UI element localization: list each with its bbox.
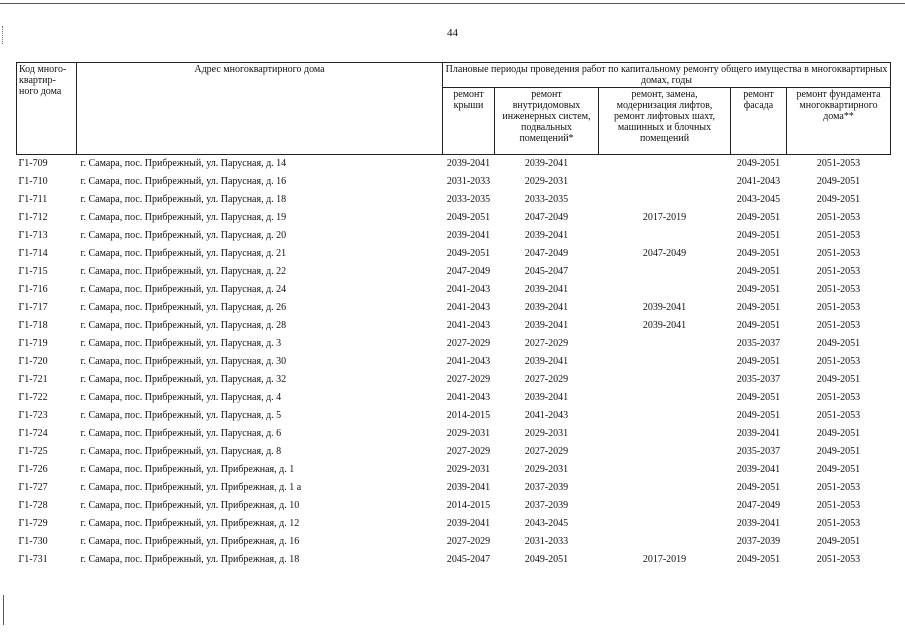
table-row: [17, 407, 891, 425]
cell-facade: 2043-2045: [736, 194, 781, 205]
cell-address: г. Самара, пос. Прибрежный, ул. Парусная, д. 32: [80, 374, 287, 385]
cell-address: г. Самара, пос. Прибрежный, ул. Прибрежная, д. 12: [80, 518, 300, 529]
cell-roof: 2041-2043: [446, 302, 491, 313]
cell-engineering: 2037-2039: [524, 482, 569, 493]
cell-code: Г1-727: [18, 482, 48, 493]
cell-lifts: [599, 479, 731, 497]
top-border-line: [0, 3, 905, 4]
table-row: [17, 191, 891, 209]
cell-lifts: [599, 425, 731, 443]
table-row: [17, 263, 891, 281]
cell-address: г. Самара, пос. Прибрежный, ул. Прибрежная, д. 16: [80, 536, 300, 547]
table-row: [17, 461, 891, 479]
cell-roof: 2039-2041: [446, 482, 491, 493]
header-foundation: ремонт фундамента многоквартирного дома**: [787, 88, 891, 155]
table-row: [17, 551, 891, 569]
cell-facade: 2035-2037: [736, 374, 781, 385]
cell-lifts: [599, 443, 731, 461]
cell-foundation: 2049-2051: [816, 428, 861, 439]
cell-code: Г1-716: [18, 284, 48, 295]
cell-foundation: 2051-2053: [816, 320, 861, 331]
cell-roof: 2041-2043: [446, 284, 491, 295]
cell-foundation: 2051-2053: [816, 482, 861, 493]
cell-roof: 2039-2041: [446, 230, 491, 241]
cell-address: г. Самара, пос. Прибрежный, ул. Прибрежная, д. 18: [80, 554, 300, 565]
cell-code: Г1-719: [18, 338, 48, 349]
scan-margin-mark-bottom: [3, 595, 6, 625]
cell-address: г. Самара, пос. Прибрежный, ул. Парусная, д. 6: [80, 428, 282, 439]
table-row: [17, 281, 891, 299]
cell-lifts: [599, 407, 731, 425]
cell-roof: 2041-2043: [446, 356, 491, 367]
cell-address: г. Самара, пос. Прибрежный, ул. Прибрежная, д. 1 а: [80, 482, 302, 493]
cell-foundation: 2049-2051: [816, 338, 861, 349]
cell-engineering: 2045-2047: [524, 266, 569, 277]
cell-engineering: 2047-2049: [524, 248, 569, 259]
table-row: [17, 317, 891, 335]
cell-code: Г1-711: [18, 194, 48, 205]
cell-lifts: [599, 461, 731, 479]
cell-foundation: 2051-2053: [816, 500, 861, 511]
cell-lifts: [599, 335, 731, 353]
cell-engineering: 2039-2041: [524, 392, 569, 403]
header-address: Адрес многоквартирного дома: [77, 63, 443, 155]
cell-facade: 2049-2051: [736, 392, 781, 403]
cell-foundation: 2051-2053: [816, 410, 861, 421]
cell-engineering: 2049-2051: [524, 554, 569, 565]
table-row: [17, 425, 891, 443]
cell-lifts: [599, 371, 731, 389]
cell-roof: 2027-2029: [446, 374, 491, 385]
cell-foundation: 2051-2053: [816, 356, 861, 367]
cell-facade: 2035-2037: [736, 446, 781, 457]
cell-lifts: [599, 227, 731, 245]
cell-code: Г1-710: [18, 176, 48, 187]
cell-foundation: 2051-2053: [816, 248, 861, 259]
cell-roof: 2027-2029: [446, 536, 491, 547]
cell-code: Г1-718: [18, 320, 48, 331]
cell-facade: 2039-2041: [736, 464, 781, 475]
cell-roof: 2033-2035: [446, 194, 491, 205]
cell-facade: 2049-2051: [736, 248, 781, 259]
cell-code: Г1-713: [18, 230, 48, 241]
cell-foundation: 2049-2051: [816, 536, 861, 547]
page-number: 44: [447, 27, 458, 39]
cell-roof: 2027-2029: [446, 446, 491, 457]
table-row: [17, 335, 891, 353]
cell-foundation: 2049-2051: [816, 464, 861, 475]
header-lifts: ремонт, замена, модернизация лифтов, ремонт лифтовых шахт, машинных и блочных помещений: [599, 88, 731, 155]
cell-facade: 2039-2041: [736, 518, 781, 529]
cell-lifts: [599, 515, 731, 533]
table-row: [17, 515, 891, 533]
table-row: [17, 479, 891, 497]
cell-address: г. Самара, пос. Прибрежный, ул. Парусная, д. 22: [80, 266, 287, 277]
cell-roof: 2027-2029: [446, 338, 491, 349]
cell-code: Г1-731: [18, 554, 48, 565]
cell-facade: 2049-2051: [736, 302, 781, 313]
cell-code: Г1-717: [18, 302, 48, 313]
cell-lifts: 2039-2041: [642, 320, 687, 331]
cell-roof: 2029-2031: [446, 464, 491, 475]
cell-address: г. Самара, пос. Прибрежный, ул. Парусная, д. 5: [80, 410, 282, 421]
cell-foundation: 2051-2053: [816, 230, 861, 241]
table-row: [17, 497, 891, 515]
cell-code: Г1-714: [18, 248, 48, 259]
cell-lifts: [599, 497, 731, 515]
cell-lifts: 2017-2019: [642, 212, 687, 223]
cell-address: г. Самара, пос. Прибрежный, ул. Прибрежная, д. 1: [80, 464, 295, 475]
table-row: [17, 443, 891, 461]
cell-address: г. Самара, пос. Прибрежный, ул. Парусная, д. 3: [80, 338, 282, 349]
cell-facade: 2049-2051: [736, 158, 781, 169]
capital-repair-schedule-table: [16, 62, 891, 569]
cell-lifts: [599, 263, 731, 281]
cell-roof: 2039-2041: [446, 158, 491, 169]
cell-lifts: [599, 173, 731, 191]
cell-engineering: 2029-2031: [524, 176, 569, 187]
cell-address: г. Самара, пос. Прибрежный, ул. Парусная, д. 21: [80, 248, 287, 259]
cell-lifts: 2039-2041: [642, 302, 687, 313]
cell-address: г. Самара, пос. Прибрежный, ул. Парусная, д. 4: [80, 392, 282, 403]
cell-code: Г1-729: [18, 518, 48, 529]
cell-roof: 2031-2033: [446, 176, 491, 187]
cell-facade: 2049-2051: [736, 212, 781, 223]
table-row: [17, 389, 891, 407]
header-facade: ремонт фасада: [731, 88, 787, 155]
table-row: [17, 299, 891, 317]
cell-engineering: 2043-2045: [524, 518, 569, 529]
cell-roof: 2014-2015: [446, 500, 491, 511]
header-code: Код много-квартир-ного дома: [17, 63, 77, 155]
cell-facade: 2049-2051: [736, 230, 781, 241]
cell-engineering: 2029-2031: [524, 428, 569, 439]
cell-engineering: 2033-2035: [524, 194, 569, 205]
cell-roof: 2047-2049: [446, 266, 491, 277]
cell-code: Г1-720: [18, 356, 48, 367]
cell-address: г. Самара, пос. Прибрежный, ул. Парусная, д. 8: [80, 446, 282, 457]
cell-foundation: 2049-2051: [816, 176, 861, 187]
cell-engineering: 2041-2043: [524, 410, 569, 421]
table-body: [17, 155, 891, 570]
cell-facade: 2041-2043: [736, 176, 781, 187]
cell-foundation: 2049-2051: [816, 446, 861, 457]
cell-lifts: [599, 155, 731, 174]
cell-foundation: 2049-2051: [816, 194, 861, 205]
cell-engineering: 2031-2033: [524, 536, 569, 547]
table-row: [17, 173, 891, 191]
cell-foundation: 2051-2053: [816, 212, 861, 223]
header-engineering: ремонт внутридомовых инженерных систем, подвальных помещений*: [495, 88, 599, 155]
cell-lifts: [599, 191, 731, 209]
cell-engineering: 2037-2039: [524, 500, 569, 511]
cell-engineering: 2039-2041: [524, 158, 569, 169]
table-row: [17, 245, 891, 263]
cell-engineering: 2039-2041: [524, 356, 569, 367]
cell-roof: 2049-2051: [446, 212, 491, 223]
table-row: [17, 371, 891, 389]
cell-code: Г1-709: [18, 158, 48, 169]
cell-facade: 2035-2037: [736, 338, 781, 349]
table-row: [17, 155, 891, 174]
table-row: [17, 533, 891, 551]
cell-address: г. Самара, пос. Прибрежный, ул. Парусная, д. 26: [80, 302, 287, 313]
cell-code: Г1-724: [18, 428, 48, 439]
cell-roof: 2039-2041: [446, 518, 491, 529]
cell-lifts: [599, 353, 731, 371]
cell-roof: 2041-2043: [446, 320, 491, 331]
cell-lifts: [599, 533, 731, 551]
header-roof: ремонт крыши: [443, 88, 495, 155]
cell-roof: 2014-2015: [446, 410, 491, 421]
cell-engineering: 2039-2041: [524, 284, 569, 295]
cell-facade: 2049-2051: [736, 266, 781, 277]
cell-engineering: 2047-2049: [524, 212, 569, 223]
cell-address: г. Самара, пос. Прибрежный, ул. Парусная, д. 28: [80, 320, 287, 331]
cell-address: г. Самара, пос. Прибрежный, ул. Парусная, д. 14: [80, 158, 287, 169]
cell-facade: 2049-2051: [736, 482, 781, 493]
cell-code: Г1-722: [18, 392, 48, 403]
cell-code: Г1-715: [18, 266, 48, 277]
table-header: [17, 63, 891, 155]
cell-address: г. Самара, пос. Прибрежный, ул. Парусная, д. 20: [80, 230, 287, 241]
cell-facade: 2049-2051: [736, 554, 781, 565]
table-row: [17, 209, 891, 227]
cell-address: г. Самара, пос. Прибрежный, ул. Парусная, д. 16: [80, 176, 287, 187]
cell-engineering: 2039-2041: [524, 320, 569, 331]
cell-code: Г1-723: [18, 410, 48, 421]
table-row: [17, 227, 891, 245]
cell-code: Г1-721: [18, 374, 48, 385]
cell-engineering: 2039-2041: [524, 230, 569, 241]
cell-engineering: 2029-2031: [524, 464, 569, 475]
cell-address: г. Самара, пос. Прибрежный, ул. Парусная, д. 30: [80, 356, 287, 367]
cell-foundation: 2051-2053: [816, 392, 861, 403]
table-row: [17, 353, 891, 371]
cell-facade: 2049-2051: [736, 284, 781, 295]
cell-facade: 2049-2051: [736, 320, 781, 331]
cell-foundation: 2051-2053: [816, 266, 861, 277]
cell-roof: 2049-2051: [446, 248, 491, 259]
cell-code: Г1-725: [18, 446, 48, 457]
cell-address: г. Самара, пос. Прибрежный, ул. Парусная, д. 19: [80, 212, 287, 223]
cell-foundation: 2051-2053: [816, 518, 861, 529]
cell-foundation: 2051-2053: [816, 158, 861, 169]
cell-code: Г1-730: [18, 536, 48, 547]
cell-roof: 2045-2047: [446, 554, 491, 565]
cell-address: г. Самара, пос. Прибрежный, ул. Парусная, д. 24: [80, 284, 287, 295]
cell-address: г. Самара, пос. Прибрежный, ул. Прибрежная, д. 10: [80, 500, 300, 511]
cell-address: г. Самара, пос. Прибрежный, ул. Парусная, д. 18: [80, 194, 287, 205]
cell-roof: 2041-2043: [446, 392, 491, 403]
cell-code: Г1-726: [18, 464, 48, 475]
cell-lifts: [599, 281, 731, 299]
cell-lifts: [599, 389, 731, 407]
cell-facade: 2039-2041: [736, 428, 781, 439]
cell-engineering: 2039-2041: [524, 302, 569, 313]
cell-engineering: 2027-2029: [524, 374, 569, 385]
cell-facade: 2049-2051: [736, 356, 781, 367]
cell-foundation: 2051-2053: [816, 302, 861, 313]
cell-lifts: 2017-2019: [642, 554, 687, 565]
cell-foundation: 2051-2053: [816, 554, 861, 565]
cell-facade: 2049-2051: [736, 410, 781, 421]
cell-facade: 2047-2049: [736, 500, 781, 511]
cell-foundation: 2051-2053: [816, 284, 861, 295]
cell-facade: 2037-2039: [736, 536, 781, 547]
cell-engineering: 2027-2029: [524, 338, 569, 349]
cell-code: Г1-712: [18, 212, 48, 223]
cell-engineering: 2027-2029: [524, 446, 569, 457]
cell-foundation: 2049-2051: [816, 374, 861, 385]
cell-roof: 2029-2031: [446, 428, 491, 439]
cell-lifts: 2047-2049: [642, 248, 687, 259]
header-periods: Плановые периоды проведения работ по капитальному ремонту общего имущества в многоквартирных домах, годы: [443, 63, 891, 88]
cell-code: Г1-728: [18, 500, 48, 511]
